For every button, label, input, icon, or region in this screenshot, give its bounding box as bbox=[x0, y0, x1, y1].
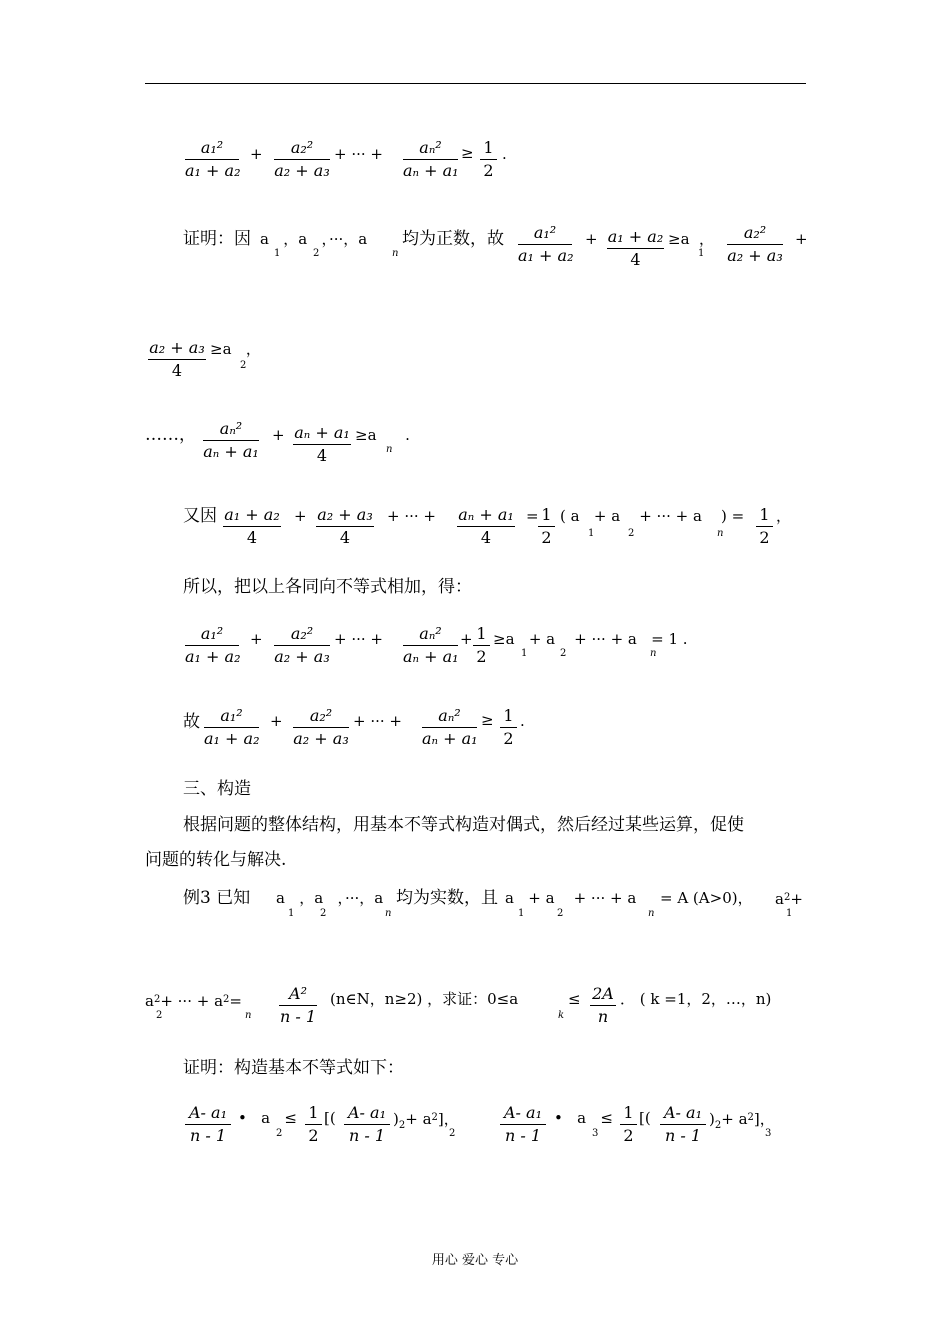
inline-math: (n∈N，n≥2) ，求证：0≤a bbox=[330, 990, 519, 1008]
fraction-half: 1 2 bbox=[305, 1102, 322, 1147]
plus-sign: + bbox=[585, 230, 598, 248]
proof-text: 均为正数，故 bbox=[402, 229, 504, 249]
inline-math: ． ( k =1，2，…，n) bbox=[620, 990, 772, 1008]
inline-math: ≥a ， bbox=[668, 230, 715, 248]
plus-sign: + bbox=[250, 630, 263, 648]
plus-sign: + bbox=[272, 426, 285, 444]
period: . bbox=[520, 712, 525, 730]
inline-math: a ，a ，···，a bbox=[260, 230, 368, 248]
fraction: a₂ + a₃ 4 bbox=[317, 505, 373, 547]
inline-math: • a ≤ bbox=[238, 1109, 297, 1127]
inline-math: • a ≤ bbox=[554, 1109, 613, 1127]
dots-text: ……， bbox=[145, 425, 196, 445]
paragraph: 根据问题的整体结构，用基本不等式构造对偶式，然后经过某些运算，促使 bbox=[183, 815, 744, 835]
plus-sign: + bbox=[460, 630, 473, 648]
so-text: 故 bbox=[183, 712, 200, 732]
fraction: aₙ² aₙ + a₁ bbox=[403, 624, 459, 666]
subscript: n bbox=[245, 1010, 252, 1021]
plus-sign: + bbox=[270, 712, 283, 730]
subscript: 2 bbox=[557, 908, 564, 919]
leq-sign: ≤ bbox=[568, 990, 581, 1008]
inline-math: a + a + ··· + a bbox=[505, 889, 637, 907]
fraction: A- a₁ n - 1 bbox=[344, 1102, 390, 1147]
inline-math: $a^2+$ ··· + $a^2=$ bbox=[145, 992, 242, 1010]
bracket: [( bbox=[324, 1109, 336, 1127]
example-label: 例3 已知 bbox=[183, 888, 251, 908]
geq-sign: ≥ bbox=[481, 711, 494, 729]
fraction-half: 1 2 bbox=[480, 137, 497, 182]
sum-text: 所以，把以上各同向不等式相加，得： bbox=[183, 577, 472, 597]
subscript: 1 bbox=[288, 908, 295, 919]
subscript: n bbox=[650, 648, 657, 659]
fraction: aₙ + a₁ 4 bbox=[294, 423, 350, 465]
subscript: n bbox=[648, 908, 655, 919]
fraction: aₙ² aₙ + a₁ bbox=[203, 419, 259, 461]
fraction: a₁² a₁ + a₂ bbox=[185, 624, 241, 666]
fraction: a₁² a₁ + a₂ bbox=[185, 138, 241, 180]
subscript: 2 bbox=[628, 528, 635, 539]
inline-math: ≥a . bbox=[355, 426, 410, 444]
fraction: a₂ + a₃ 4 bbox=[149, 338, 205, 380]
fraction-half: 1 2 bbox=[473, 623, 490, 668]
example-text: 均为实数，且 bbox=[396, 888, 498, 908]
fraction: aₙ² aₙ + a₁ bbox=[422, 706, 478, 748]
inline-math: $a^2+$ bbox=[775, 890, 803, 908]
inline-math: )$_2+ a^2$]， bbox=[393, 1110, 459, 1131]
fraction: aₙ + a₁ 4 bbox=[458, 505, 514, 547]
subscript: 2 bbox=[449, 1128, 456, 1139]
fraction: 2A n bbox=[590, 983, 616, 1028]
fraction: a₁ + a₂ 4 bbox=[224, 505, 280, 547]
again-text: 又因 bbox=[183, 506, 217, 526]
fraction: a₂² a₂ + a₃ bbox=[274, 624, 330, 666]
fraction-half: 1 2 bbox=[538, 504, 555, 549]
fraction-half: 1 2 bbox=[620, 1102, 637, 1147]
comma: ， bbox=[776, 507, 792, 525]
fraction-half: 1 2 bbox=[500, 705, 517, 750]
subscript: 1 bbox=[521, 648, 528, 659]
fraction: A- a₁ n - 1 bbox=[500, 1102, 546, 1147]
subscript: 2 bbox=[313, 248, 320, 259]
subscript: 1 bbox=[698, 248, 705, 259]
subscript: 1 bbox=[786, 908, 793, 919]
plus-dots: + ··· + bbox=[387, 507, 436, 525]
inline-math: a ，a ，···，a bbox=[276, 889, 384, 907]
plus-sign: + bbox=[294, 507, 307, 525]
paragraph: 问题的转化与解决. bbox=[145, 850, 287, 870]
plus-sign: + bbox=[250, 145, 263, 163]
subscript: 2 bbox=[560, 648, 567, 659]
fraction-half: 1 2 bbox=[756, 504, 773, 549]
fraction: a₁² a₁ + a₂ bbox=[204, 706, 260, 748]
inline-math: ≥a ， bbox=[210, 340, 261, 358]
subscript: 3 bbox=[765, 1128, 772, 1139]
subscript: 2 bbox=[156, 1010, 163, 1021]
equals: = bbox=[526, 507, 539, 525]
bracket: [( bbox=[639, 1109, 651, 1127]
subscript: n bbox=[717, 528, 724, 539]
subscript: n bbox=[385, 908, 392, 919]
plus-sign: + bbox=[795, 230, 808, 248]
inline-math: ≥a + a + ··· + a = 1 . bbox=[493, 630, 688, 648]
plus-dots: + ··· + bbox=[353, 712, 402, 730]
subscript: n bbox=[392, 248, 399, 259]
fraction: a₂² a₂ + a₃ bbox=[293, 706, 349, 748]
inline-math: )$_2+ a^2$]， bbox=[709, 1110, 775, 1131]
subscript: 2 bbox=[320, 908, 327, 919]
fraction: a₁² a₁ + a₂ bbox=[518, 223, 574, 265]
subscript: 1 bbox=[274, 248, 281, 259]
fraction: a₁ + a₂ 4 bbox=[607, 227, 664, 269]
proof-text: 证明：构造基本不等式如下： bbox=[183, 1058, 404, 1078]
subscript: 2 bbox=[240, 360, 247, 371]
subscript: 2 bbox=[276, 1128, 283, 1139]
subscript: 3 bbox=[592, 1128, 599, 1139]
header-rule bbox=[145, 83, 806, 84]
fraction: a₂² a₂ + a₃ bbox=[274, 138, 330, 180]
fraction: a₂² a₂ + a₃ bbox=[727, 223, 783, 265]
fraction: A² n - 1 bbox=[279, 984, 317, 1026]
subscript: n bbox=[386, 444, 393, 455]
geq-sign: ≥ bbox=[461, 144, 474, 162]
plus-dots: + ··· + bbox=[334, 630, 383, 648]
fraction: aₙ² aₙ + a₁ bbox=[403, 138, 459, 180]
inline-math: ( a + a + ··· + a ) = bbox=[560, 507, 745, 525]
fraction: A- a₁ n - 1 bbox=[185, 1102, 231, 1147]
plus-dots: + ··· + bbox=[334, 145, 383, 163]
period: . bbox=[502, 145, 507, 163]
proof-text: 证明：因 bbox=[183, 229, 251, 249]
page-footer: 用心 爱心 专心 bbox=[431, 1253, 519, 1268]
subscript: 1 bbox=[518, 908, 525, 919]
section-heading: 三、构造 bbox=[183, 779, 251, 799]
inline-math: = A (A>0)， bbox=[660, 889, 753, 907]
subscript: k bbox=[558, 1010, 565, 1021]
subscript: 1 bbox=[588, 528, 595, 539]
fraction: A- a₁ n - 1 bbox=[660, 1102, 706, 1147]
